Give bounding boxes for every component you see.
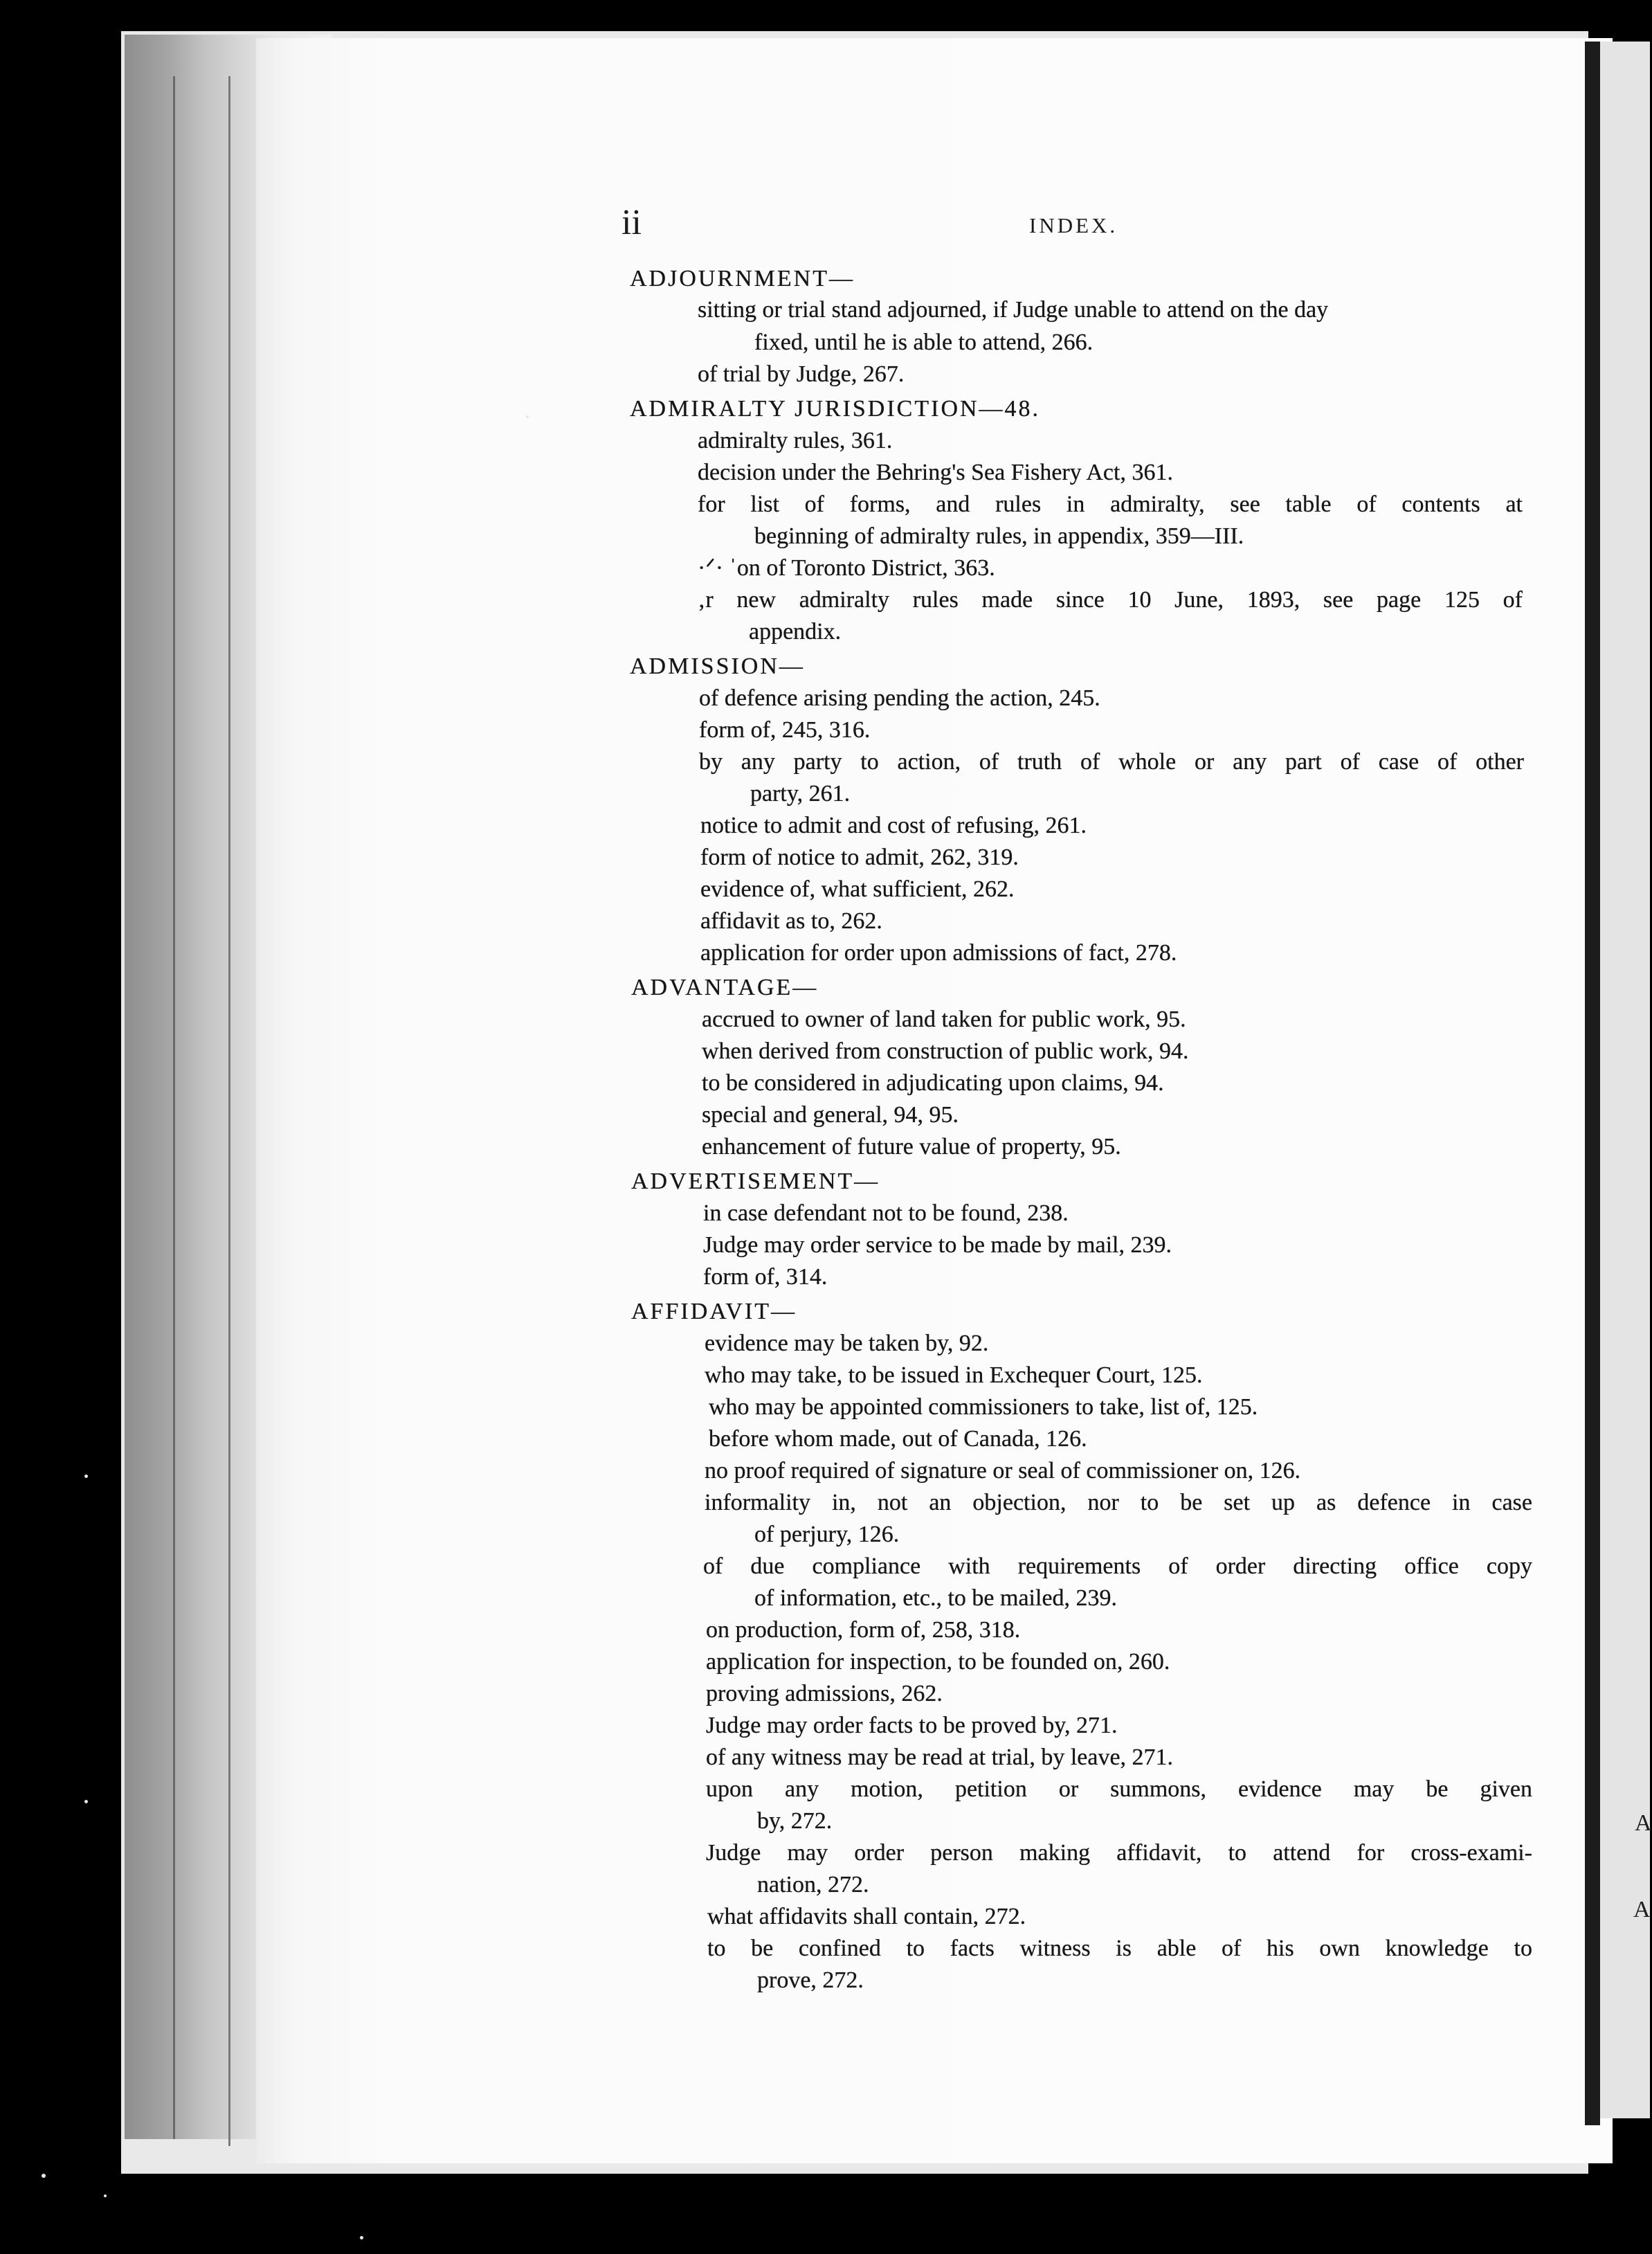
index-subentry-continuation: by, 272. — [757, 1808, 833, 1834]
scan-speck — [84, 1800, 88, 1803]
index-subentry: notice to admit and cost of refusing, 261. — [700, 813, 1087, 838]
scan-speck — [526, 415, 529, 418]
index-heading: ADMIRALTY JURISDICTION—48. — [630, 396, 1041, 422]
index-subentry: admiralty rules, 361. — [698, 428, 893, 453]
index-subentry: evidence may be taken by, 92. — [705, 1331, 989, 1356]
index-subentry: of defence arising pending the action, 245. — [699, 685, 1100, 711]
index-subentry: sitting or trial stand adjourned, if Judge unable to attend on the day — [698, 297, 1329, 323]
index-subentry-continuation: fixed, until he is able to attend, 266. — [754, 330, 1093, 355]
scan-speck — [42, 2174, 46, 2178]
running-head: INDEX. — [1029, 213, 1118, 237]
gutter-shadow — [1585, 42, 1600, 2125]
index-subentry: proving admissions, 262. — [706, 1681, 943, 1706]
index-subentry: by any party to action, of truth of whole or any part of case of other — [699, 749, 1524, 775]
index-heading: ADJOURNMENT— — [630, 266, 855, 291]
index-subentry: to be confined to facts witness is able of his own knowledge to — [707, 1936, 1532, 1961]
index-subentry-continuation: nation, 272. — [757, 1872, 869, 1897]
facing-page-letter: A — [1633, 1897, 1651, 1922]
page-header — [0, 205, 1650, 240]
index-subentry: application for inspection, to be founded on, 260. — [706, 1649, 1170, 1675]
index-subentry: upon any motion, petition or summons, evidence may be given — [706, 1776, 1532, 1802]
index-subentry: Judge may order service to be made by mail, 239. — [703, 1232, 1172, 1258]
index-subentry: affidavit as to, 262. — [700, 908, 882, 934]
index-heading: ADMISSION— — [630, 653, 805, 679]
index-subentry: when derived from construction of public work, 94. — [702, 1038, 1189, 1064]
index-subentry-continuation: prove, 272. — [757, 1967, 864, 1993]
index-subentry: form of, 245, 316. — [699, 717, 871, 743]
index-subentry: of trial by Judge, 267. — [698, 361, 905, 387]
index-subentry: application for order upon admissions of fact, 278. — [700, 940, 1177, 966]
index-subentry: ·ᐟ· ˈon of Toronto District, 363. — [698, 555, 995, 581]
index-subentry: Judge may order facts to be proved by, 271. — [706, 1713, 1118, 1738]
index-subentry-continuation: appendix. — [749, 619, 842, 644]
index-subentry: of any witness may be read at trial, by leave, 271. — [706, 1744, 1174, 1770]
index-subentry-continuation: beginning of admiralty rules, in appendix, 359—III. — [754, 523, 1244, 549]
index-subentry: form of notice to admit, 262, 319. — [700, 845, 1019, 870]
scan-speck — [360, 2236, 363, 2239]
index-subentry: of due compliance with requirements of order directing office copy — [703, 1553, 1532, 1579]
index-subentry: who may be appointed commissioners to take, list of, 125. — [709, 1394, 1258, 1420]
index-subentry: what affidavits shall contain, 272. — [707, 1904, 1026, 1929]
index-subentry: no proof required of signature or seal of commissioner on, 126. — [705, 1458, 1301, 1484]
facing-page-letter: A — [1635, 1810, 1652, 1836]
index-subentry: to be considered in adjudicating upon claims, 94. — [702, 1070, 1164, 1096]
facing-page — [1600, 42, 1650, 2118]
index-subentry: informality in, not an objection, nor to be set up as defence in case — [705, 1490, 1532, 1515]
index-subentry: evidence of, what sufficient, 262. — [700, 876, 1015, 902]
index-subentry: Judge may order person making affidavit, to attend for cross-exami- — [706, 1840, 1532, 1866]
index-heading: ADVERTISEMENT— — [631, 1169, 880, 1194]
index-subentry: enhancement of future value of property, 95. — [702, 1134, 1121, 1160]
index-heading: AFFIDAVIT— — [631, 1299, 797, 1324]
index-subentry: on production, form of, 258, 318. — [706, 1617, 1021, 1643]
page-edge-line — [173, 76, 175, 2139]
index-subentry: special and general, 94, 95. — [702, 1102, 959, 1128]
page-edge-line — [228, 76, 230, 2146]
scan-speck — [84, 1475, 88, 1478]
page-number: ii — [621, 203, 642, 242]
index-subentry: accrued to owner of land taken for public work, 95. — [702, 1007, 1186, 1032]
index-subentry: for list of forms, and rules in admiralty, see table of contents at — [698, 492, 1523, 517]
index-subentry: who may take, to be issued in Exchequer Court, 125. — [705, 1362, 1203, 1388]
index-heading: ADVANTAGE— — [631, 975, 819, 1000]
index-subentry-continuation: of perjury, 126. — [754, 1522, 900, 1547]
index-subentry: before whom made, out of Canada, 126. — [709, 1426, 1087, 1452]
index-subentry: form of, 314. — [703, 1264, 828, 1290]
index-subentry: in case defendant not to be found, 238. — [703, 1200, 1069, 1226]
index-subentry: decision under the Behring's Sea Fishery Act, 361. — [698, 460, 1173, 485]
scan-speck — [104, 2194, 107, 2197]
index-subentry-continuation: of information, etc., to be mailed, 239. — [754, 1585, 1118, 1611]
index-subentry: ‚r new admiralty rules made since 10 June, 1893, see page 125 of — [698, 587, 1523, 613]
index-subentry-continuation: party, 261. — [750, 781, 851, 806]
